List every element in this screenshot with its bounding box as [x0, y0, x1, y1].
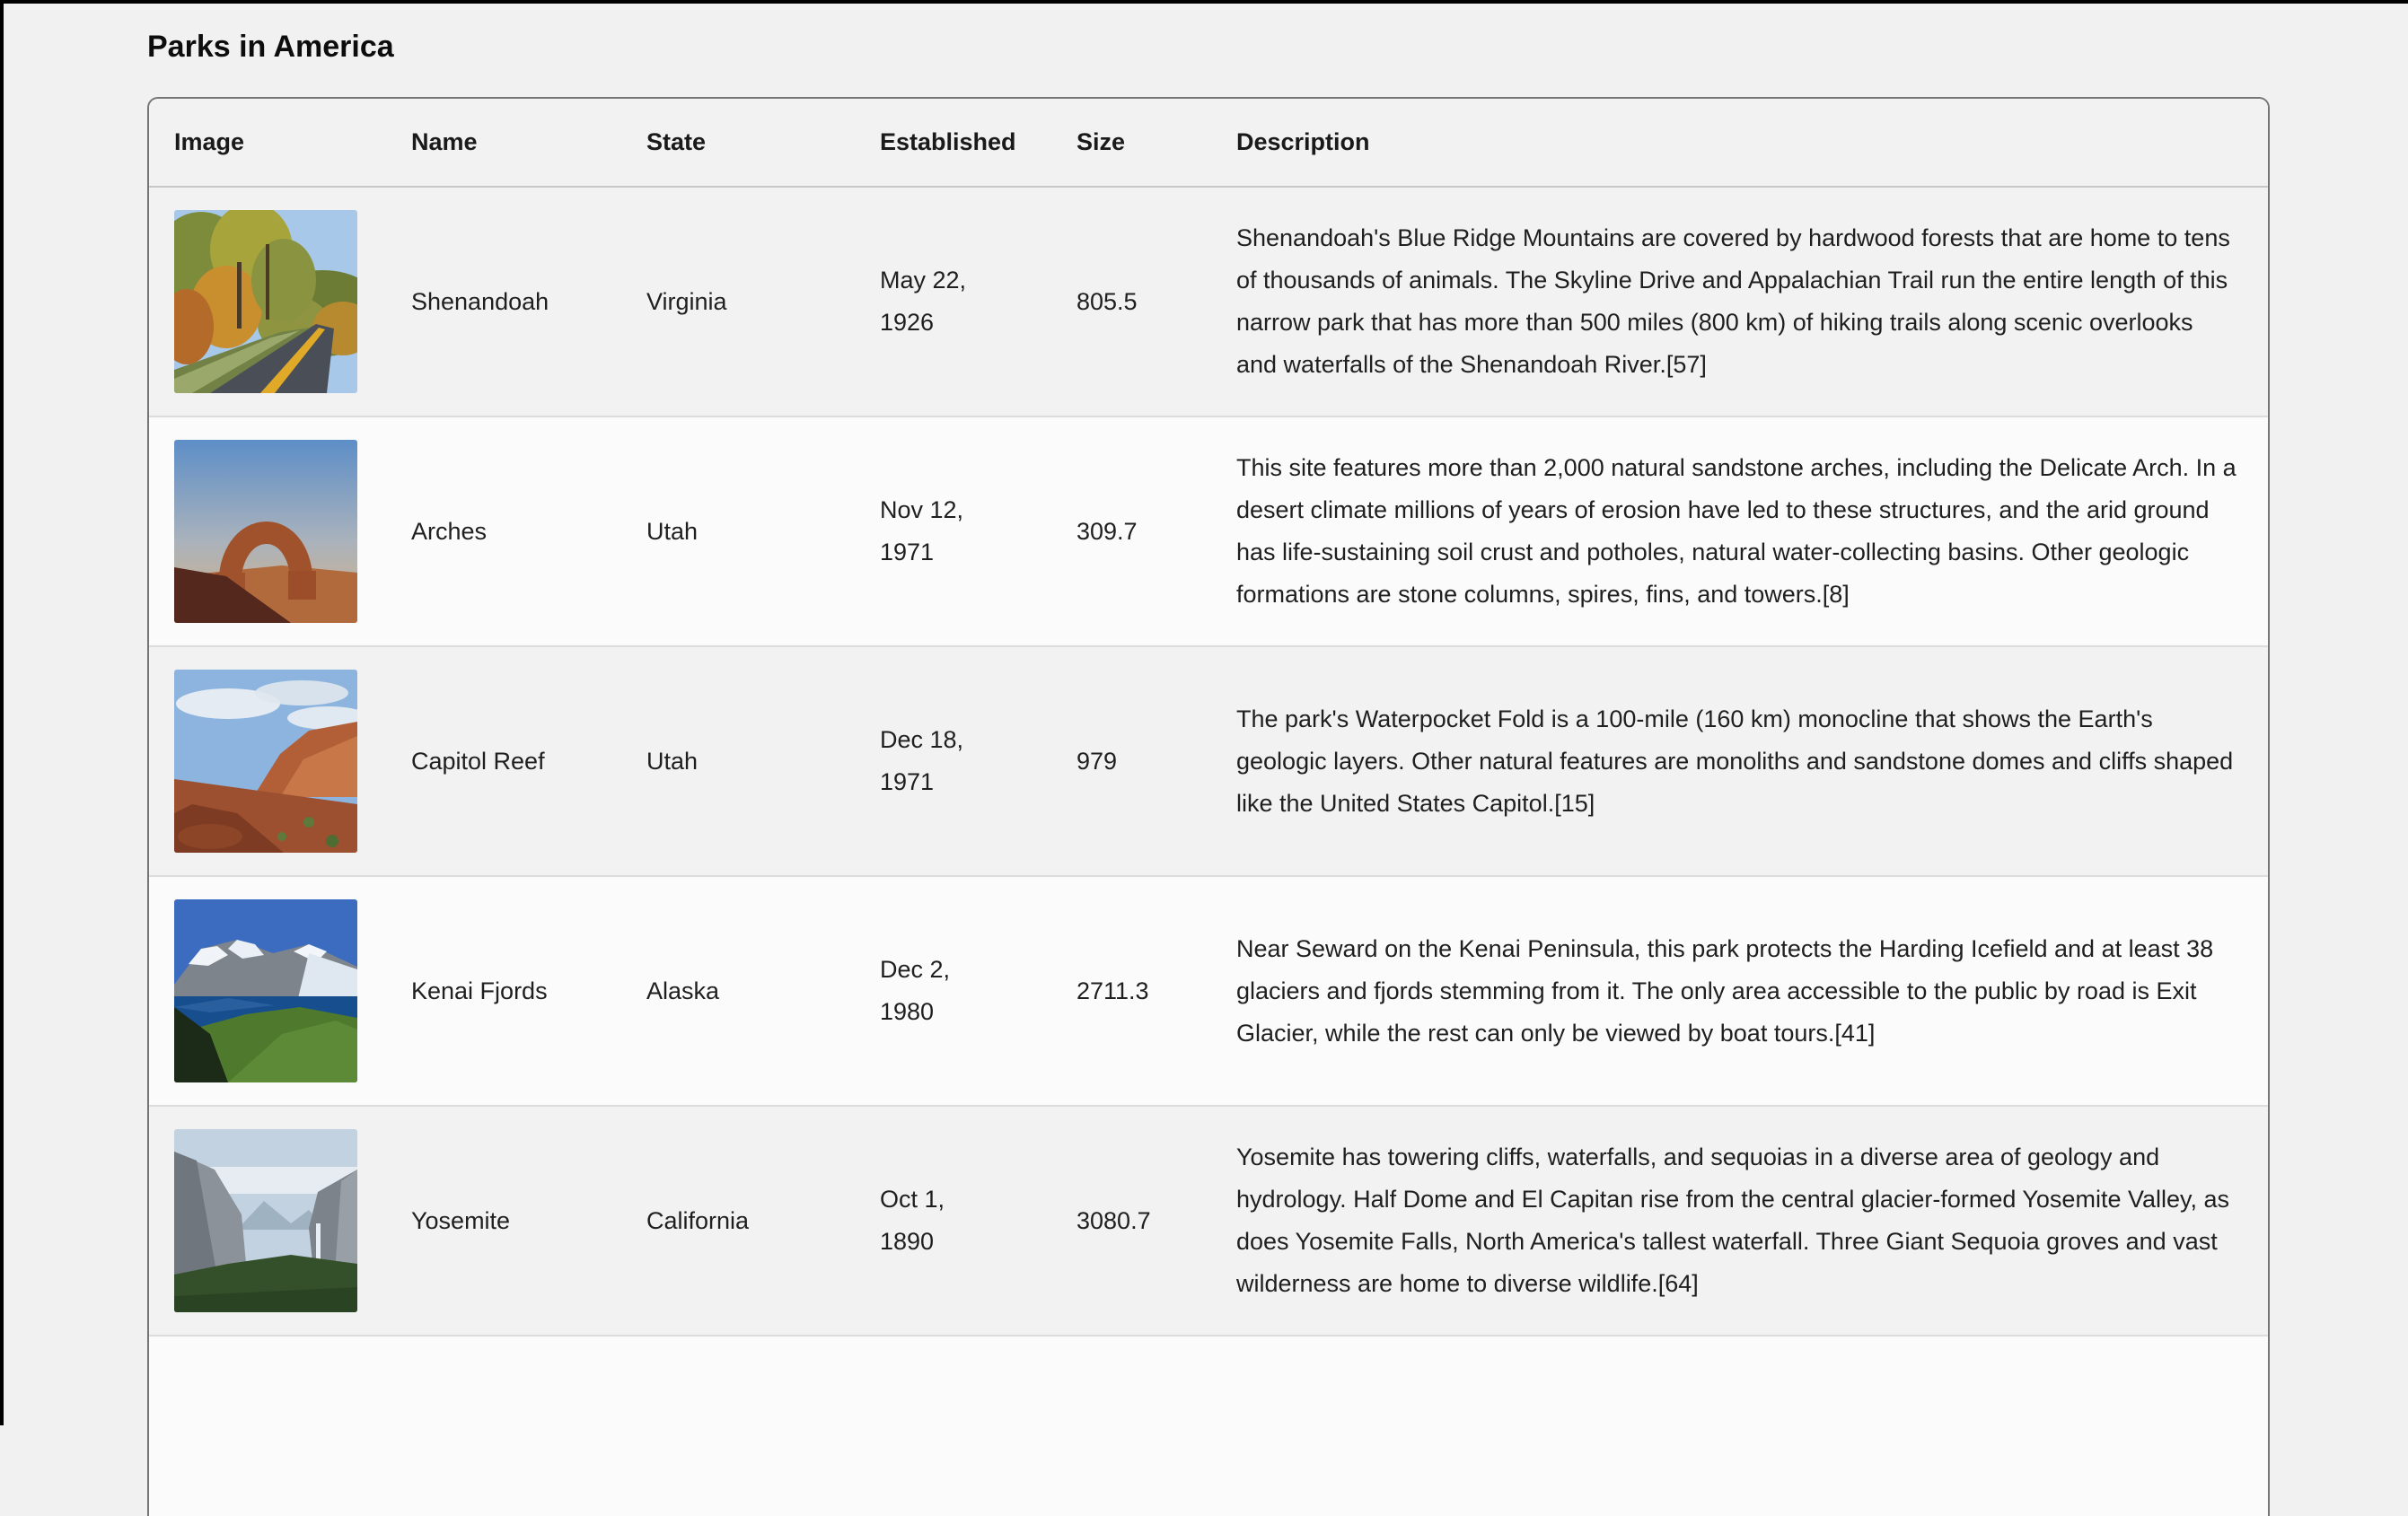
- park-size: 2711.3: [1077, 977, 1149, 1004]
- park-description: The park's Waterpocket Fold is a 100-mile (160 km) monocline that shows the Earth's geologic layers. Other natural features are monoliths and sandstone domes and cliffs shaped like the United States Capitol.[15]: [1236, 705, 2234, 817]
- table-header-row: [149, 99, 2268, 188]
- park-image-shenandoah: [174, 210, 357, 393]
- column-header-name: Name: [411, 128, 478, 155]
- park-state: California: [646, 1206, 750, 1234]
- park-established: Dec 2, 1980: [880, 956, 951, 1025]
- park-state: Utah: [646, 517, 699, 545]
- table-row-shenandoah: [149, 188, 2268, 417]
- park-state: Utah: [646, 747, 699, 775]
- table-row-capitol-reef: [149, 647, 2268, 877]
- column-header-size: Size: [1077, 128, 1126, 155]
- park-state: Alaska: [646, 977, 720, 1004]
- page: [4, 4, 2408, 1516]
- park-image-arches: [174, 440, 357, 623]
- park-description: Yosemite has towering cliffs, waterfalls, and sequoias in a diverse area of geology and hydrology. Half Dome and El Capitan rise from the central glacier-formed Yosemite Valley, as does Yosemite Falls, North America's tallest waterfall. Three Giant Sequoia groves and vast wilderness are home to diverse wildlife.[64]: [1236, 1144, 2230, 1297]
- table-row-arches: [149, 417, 2268, 647]
- column-header-state: State: [646, 128, 707, 155]
- column-header-established: Established: [880, 128, 1016, 155]
- park-established: Dec 18, 1971: [880, 726, 964, 795]
- park-size: 979: [1077, 747, 1118, 775]
- park-name: Shenandoah: [411, 287, 549, 315]
- table-row-partial: [149, 1336, 2268, 1516]
- table-row-kenai-fjords: [149, 877, 2268, 1107]
- park-name: Yosemite: [411, 1206, 511, 1234]
- park-established: May 22, 1926: [880, 267, 967, 336]
- park-image-capitol-reef: [174, 670, 357, 853]
- park-state: Virginia: [646, 287, 727, 315]
- park-image-yosemite: [174, 1129, 357, 1312]
- column-header-description: Description: [1236, 128, 1370, 155]
- park-description: Shenandoah's Blue Ridge Mountains are covered by hardwood forests that are home to tens of thousands of animals. The Skyline Drive and Appalachian Trail run the entire length of this narrow park that has more than 500 miles (800 km) of hiking trails along scenic overlooks and waterfalls of the Shenandoah River.[57]: [1236, 224, 2230, 378]
- park-size: 805.5: [1077, 287, 1138, 315]
- column-header-image: Image: [174, 128, 245, 155]
- park-name: Arches: [411, 517, 488, 545]
- park-established: Oct 1, 1890: [880, 1186, 945, 1255]
- park-name: Kenai Fjords: [411, 977, 548, 1004]
- table-row-yosemite: [149, 1107, 2268, 1336]
- parks-table: [147, 97, 2270, 1516]
- park-established: Nov 12, 1971: [880, 496, 964, 565]
- park-size: 309.7: [1077, 517, 1138, 545]
- park-size: 3080.7: [1077, 1206, 1151, 1234]
- page-title: Parks in America: [147, 30, 394, 64]
- park-description: This site features more than 2,000 natural sandstone arches, including the Delicate Arch. In a desert climate millions of years of erosion have led to these structures, and the arid ground has life-sustaining soil crust and potholes, natural water-collecting basins. Other geologic formations are stone columns, spires, fins, and towers.[8]: [1236, 454, 2237, 608]
- park-name: Capitol Reef: [411, 747, 545, 775]
- park-image-kenai-fjords: [174, 899, 357, 1082]
- park-description: Near Seward on the Kenai Peninsula, this park protects the Harding Icefield and at least 38 glaciers and fjords stemming from it. The only area accessible to the public by road is Exit Glacier, while the rest can only be viewed by boat tours.[41]: [1236, 934, 2214, 1047]
